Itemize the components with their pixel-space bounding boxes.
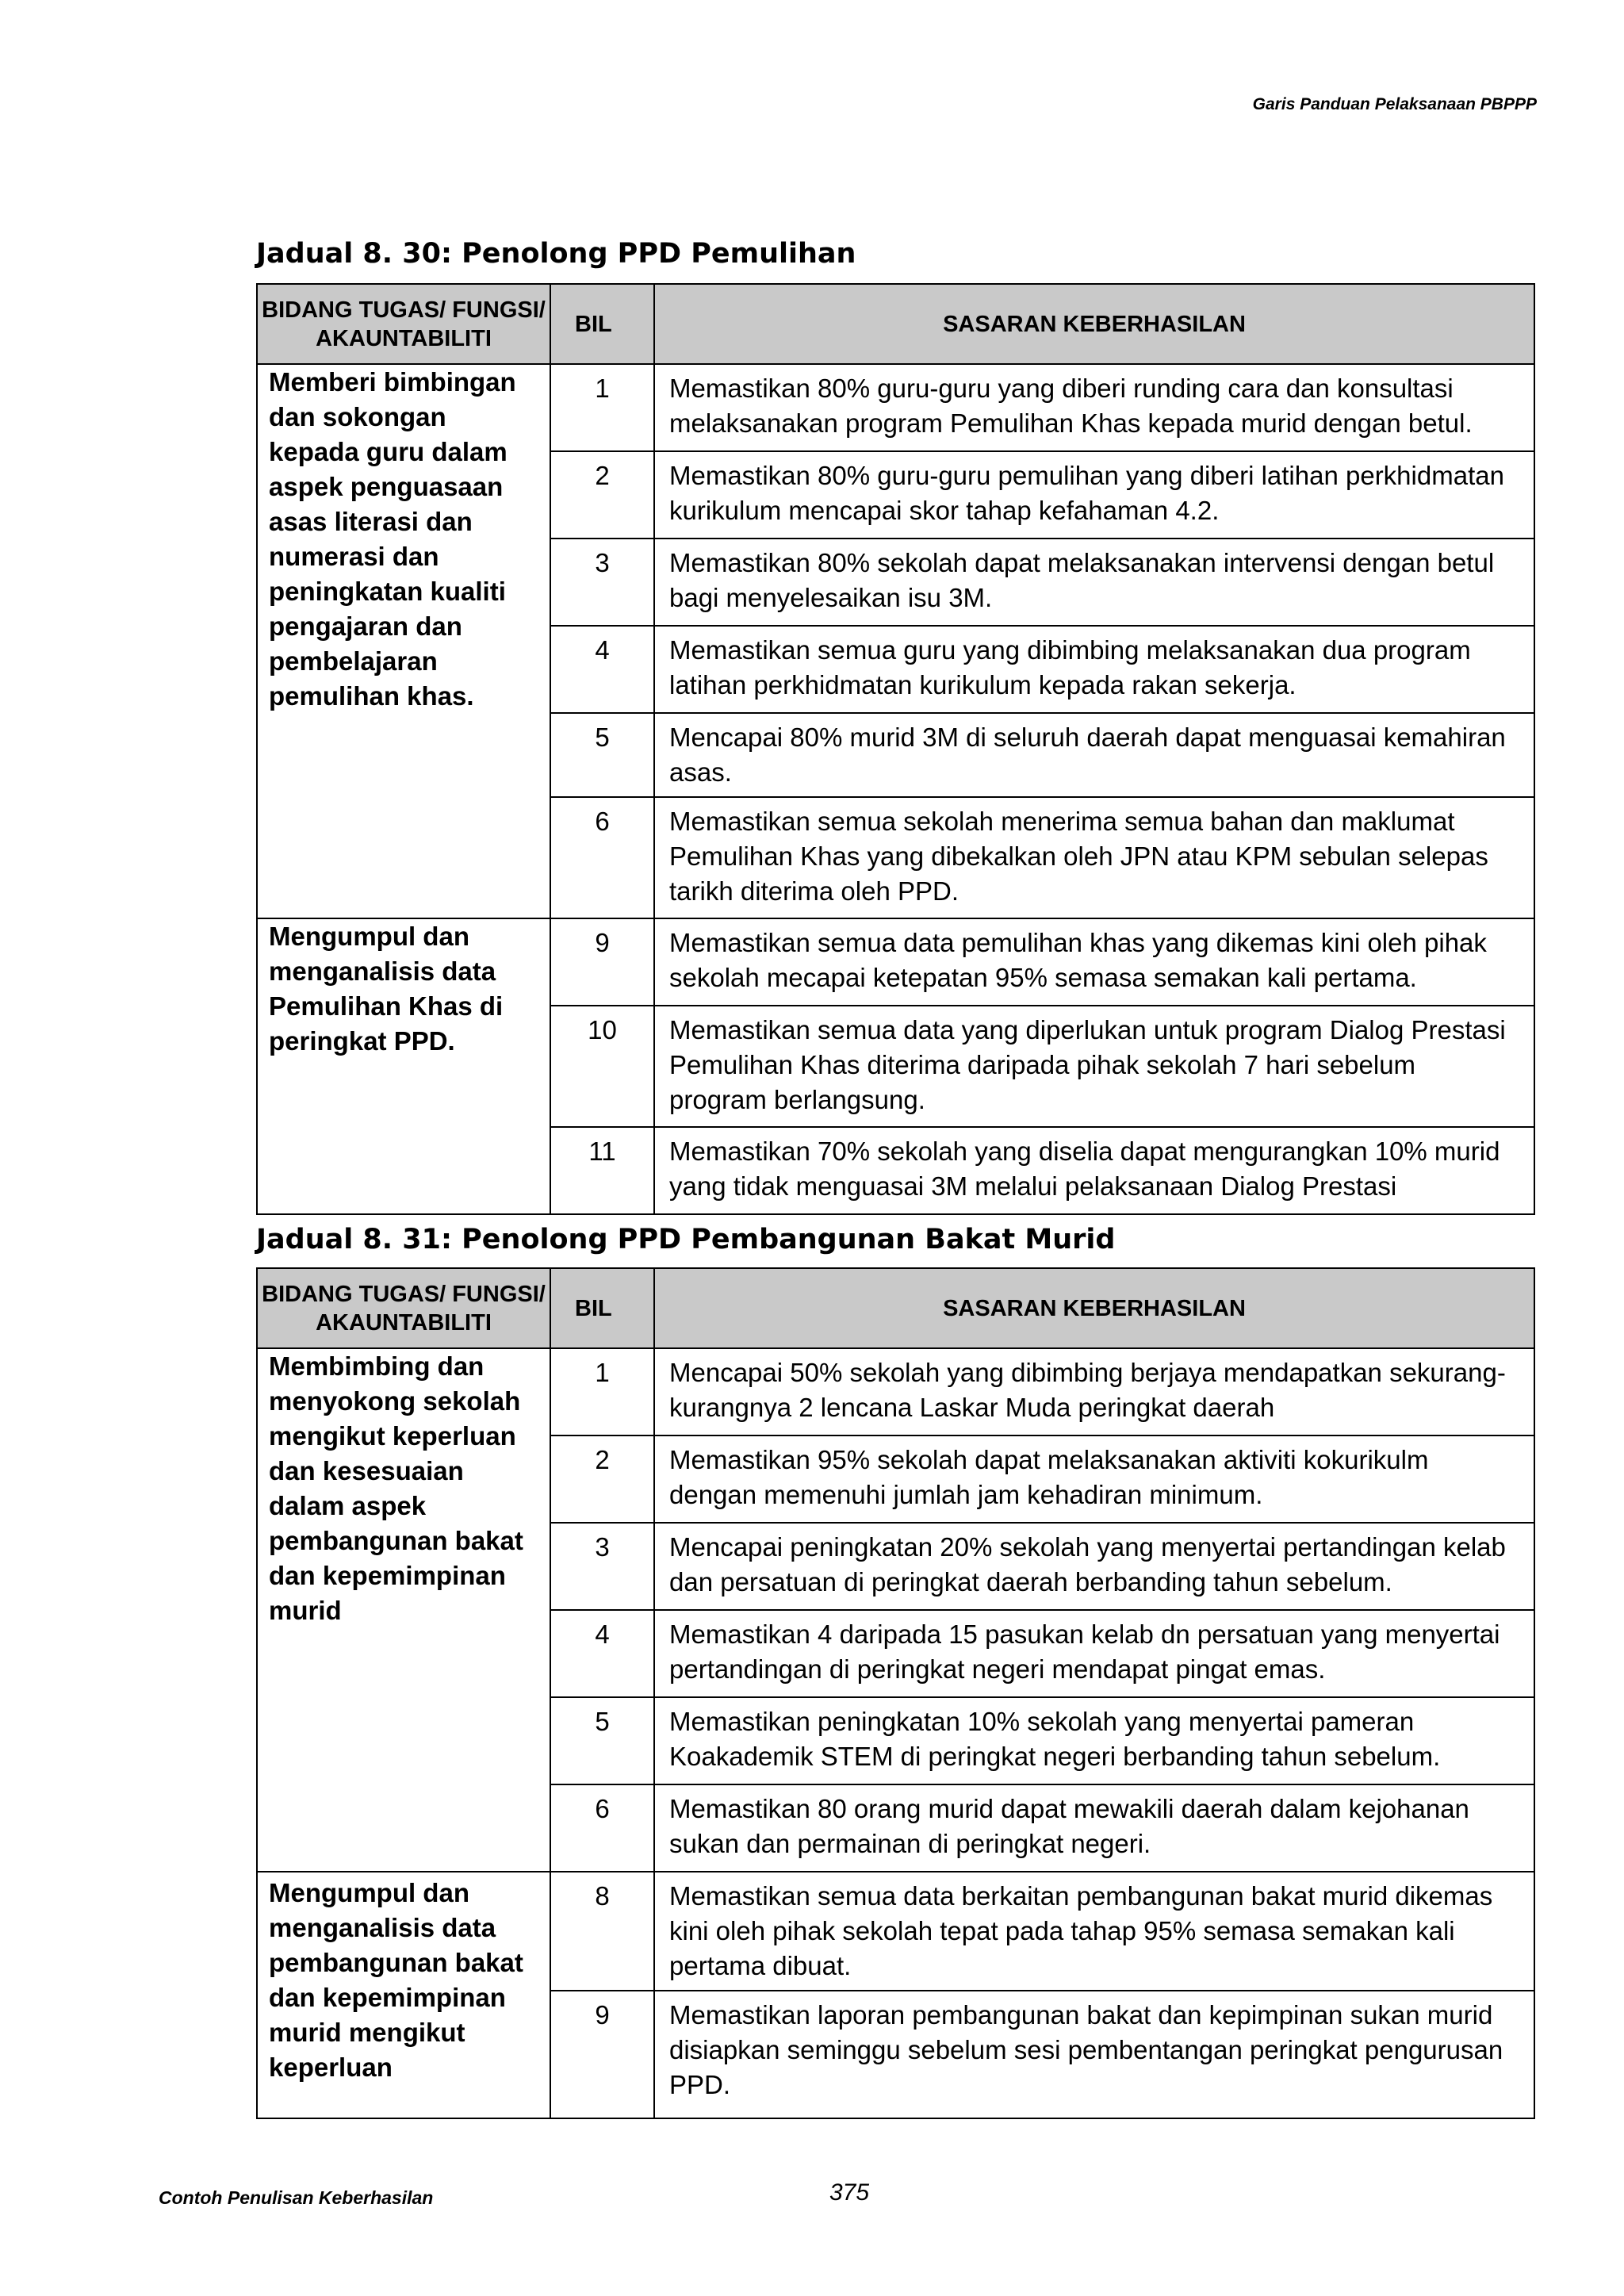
sasaran-cell: Memastikan 70% sekolah yang diselia dapat mengurangkan 10% murid yang tidak menguasai 3M melalui pelaksanaan Dialog Prestasi [654,1127,1534,1214]
footer-section-title: Contoh Penulisan Keberhasilan [159,2187,434,2208]
header-sasaran: SASARAN KEBERHASILAN [654,1268,1534,1348]
sasaran-cell: Memastikan 80% guru-guru yang diberi runding cara dan konsultasi melaksanakan program Pemulihan Khas kepada murid dengan betul. [654,364,1534,451]
table-830-title: Jadual 8. 30: Penolong PPD Pemulihan [256,238,856,270]
table-830 [256,283,1535,1215]
table-row [257,1348,1534,1435]
bil-cell: 1 [550,1348,654,1435]
header-fungsi: BIDANG TUGAS/ FUNGSI/ AKAUNTABILITI [257,284,550,364]
fungsi-cell: Mengumpul dan menganalisis data Pemulihan Khas di peringkat PPD. [257,918,550,1214]
bil-cell: 5 [550,1697,654,1784]
bil-cell: 2 [550,1435,654,1523]
bil-cell: 3 [550,1523,654,1610]
sasaran-cell: Memastikan 95% sekolah dapat melaksanakan aktiviti kokurikulm dengan memenuhi jumlah jam kehadiran minimum. [654,1435,1534,1523]
sasaran-cell: Memastikan semua sekolah menerima semua bahan dan maklumat Pemulihan Khas yang dibekalkan oleh JPN atau KPM sebulan selepas tarikh diterima oleh PPD. [654,797,1534,918]
table-830-header-row [257,284,1534,364]
bil-cell: 3 [550,539,654,626]
table-row [257,364,1534,451]
sasaran-cell: Memastikan semua data pemulihan khas yang dikemas kini oleh pihak sekolah mecapai ketepatan 95% semasa semakan kali pertama. [654,918,1534,1006]
sasaran-cell: Memastikan 80% sekolah dapat melaksanakan intervensi dengan betul bagi menyelesaikan isu 3M. [654,539,1534,626]
bil-cell: 10 [550,1006,654,1127]
sasaran-cell: Memastikan peningkatan 10% sekolah yang menyertai pameran Koakademik STEM di peringkat negeri berbanding tahun sebelum. [654,1697,1534,1784]
header-fungsi: BIDANG TUGAS/ FUNGSI/ AKAUNTABILITI [257,1268,550,1348]
sasaran-cell: Mencapai peningkatan 20% sekolah yang menyertai pertandingan kelab dan persatuan di peringkat daerah berbanding tahun sebelum. [654,1523,1534,1610]
table-row [257,918,1534,1006]
sasaran-cell: Memastikan 80 orang murid dapat mewakili daerah dalam kejohanan sukan dan permainan di peringkat negeri. [654,1784,1534,1872]
table-831 [256,1267,1535,2119]
sasaran-cell: Memastikan semua guru yang dibimbing melaksanakan dua program latihan perkhidmatan kurikulum kepada rakan sekerja. [654,626,1534,713]
table-row [257,1872,1534,1991]
fungsi-cell: Mengumpul dan menganalisis data pembangunan bakat dan kepemimpinan murid mengikut keperluan [257,1872,550,2118]
sasaran-cell: Memastikan laporan pembangunan bakat dan kepimpinan sukan murid disiapkan seminggu sebelum sesi pembentangan peringkat pengurusan PPD. [654,1991,1534,2118]
bil-cell: 6 [550,797,654,918]
bil-cell: 6 [550,1784,654,1872]
page-number: 375 [829,2179,870,2206]
bil-cell: 4 [550,1610,654,1697]
sasaran-cell: Memastikan 4 daripada 15 pasukan kelab dn persatuan yang menyertai pertandingan di peringkat negeri mendapat pingat emas. [654,1610,1534,1697]
bil-cell: 11 [550,1127,654,1214]
bil-cell: 9 [550,1991,654,2118]
table-831-header-row [257,1268,1534,1348]
header-bil: BIL [550,1268,654,1348]
fungsi-cell: Memberi bimbingan dan sokongan kepada guru dalam aspek penguasaan asas literasi dan numerasi dan peningkatan kualiti pengajaran dan pembelajaran pemulihan khas. [257,364,550,918]
header-sasaran: SASARAN KEBERHASILAN [654,284,1534,364]
sasaran-cell: Memastikan semua data yang diperlukan untuk program Dialog Prestasi Pemulihan Khas diterima daripada pihak sekolah 7 hari sebelum program berlangsung. [654,1006,1534,1127]
bil-cell: 5 [550,713,654,797]
bil-cell: 1 [550,364,654,451]
header-bil: BIL [550,284,654,364]
bil-cell: 4 [550,626,654,713]
sasaran-cell: Mencapai 80% murid 3M di seluruh daerah dapat menguasai kemahiran asas. [654,713,1534,797]
sasaran-cell: Mencapai 50% sekolah yang dibimbing berjaya mendapatkan sekurang-kurangnya 2 lencana Laskar Muda peringkat daerah [654,1348,1534,1435]
sasaran-cell: Memastikan semua data berkaitan pembangunan bakat murid dikemas kini oleh pihak sekolah tepat pada tahap 95% semasa semakan kali pertama dibuat. [654,1872,1534,1991]
table-831-title: Jadual 8. 31: Penolong PPD Pembangunan Bakat Murid [256,1224,1116,1255]
fungsi-cell: Membimbing dan menyokong sekolah mengikut keperluan dan kesesuaian dalam aspek pembangunan bakat dan kepemimpinan murid [257,1348,550,1872]
bil-cell: 2 [550,451,654,539]
bil-cell: 8 [550,1872,654,1991]
sasaran-cell: Memastikan 80% guru-guru pemulihan yang diberi latihan perkhidmatan kurikulum mencapai skor tahap kefahaman 4.2. [654,451,1534,539]
bil-cell: 9 [550,918,654,1006]
running-header: Garis Panduan Pelaksanaan PBPPP [1252,95,1537,113]
